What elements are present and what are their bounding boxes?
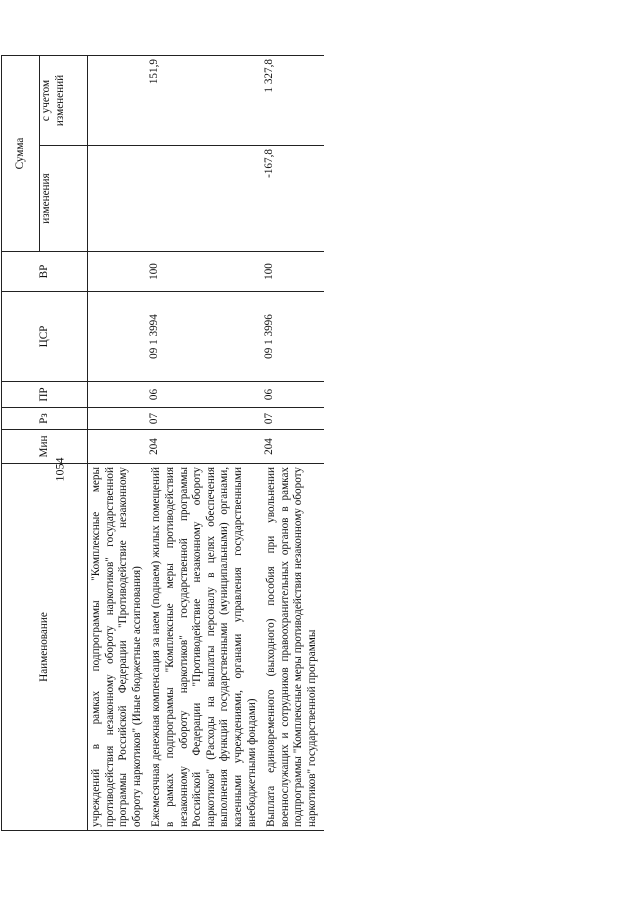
row-izm [88,146,149,252]
row-pr [88,382,149,408]
budget-table [1,55,324,831]
row-min: 204 [148,430,263,464]
header-name: Наименование [2,464,88,831]
rotated-page [1,56,501,831]
header-pr: ПР [2,382,88,408]
header-min: Мин [2,430,88,464]
row-rz [88,408,149,430]
table-row [148,56,263,831]
header-rz: Рз [2,408,88,430]
row-vr: 100 [263,252,323,292]
header-izmeneniya: изменения [40,146,88,252]
table-row [88,56,149,831]
header-summa: Сумма [2,56,40,252]
row-pr: 06 [263,382,323,408]
row-s-uchetom: 1 327,8 [263,56,323,146]
row-vr: 100 [148,252,263,292]
row-izm: -167,8 [263,146,323,252]
table-row [263,56,323,831]
row-csr: 09 1 3996 [263,292,323,382]
row-s-uchetom [88,56,149,146]
header-s-uchetom: с учетом изменений [40,56,88,146]
row-min: 204 [263,430,323,464]
row-name: учреждений в рамках подпрограммы "Комплексные меры противодействия незаконному обороту наркотиков" государственной программы Российской Федерации "Противодействие незаконному обороту наркотиков" (Иные бюджетные ассигнования) [88,464,149,831]
page-number: 1054 [52,457,67,482]
row-s-uchetom: 151,9 [148,56,263,146]
header-vr: ВР [2,252,88,292]
header-csr: ЦСР [2,292,88,382]
row-csr: 09 1 3994 [148,292,263,382]
row-vr [88,252,149,292]
row-min [88,430,149,464]
row-csr [88,292,149,382]
row-name: Ежемесячная денежная компенсация за наем (поднаем) жилых помещений в рамках подпрограммы "Комплексные меры противодействия незаконному обороту наркотиков" государственной программы Российской Федерации "Противодействие незаконному обороту наркотиков" (Расходы на выплаты персоналу в целях обеспечения выполнения функций государственными (муниципальными) органами, казенными учреждениями, органами управления государственными внебюджетными фондами) [148,464,263,831]
row-rz: 07 [148,408,263,430]
row-rz: 07 [263,408,323,430]
row-pr: 06 [148,382,263,408]
row-izm [148,146,263,252]
row-name: Выплата единовременного (выходного) пособия при увольнении военнослужащих и сотрудников правоохранительных органов в рамках подпрограммы "Комплексные меры противодействия незаконному обороту наркотиков" государственной программы [263,464,323,831]
